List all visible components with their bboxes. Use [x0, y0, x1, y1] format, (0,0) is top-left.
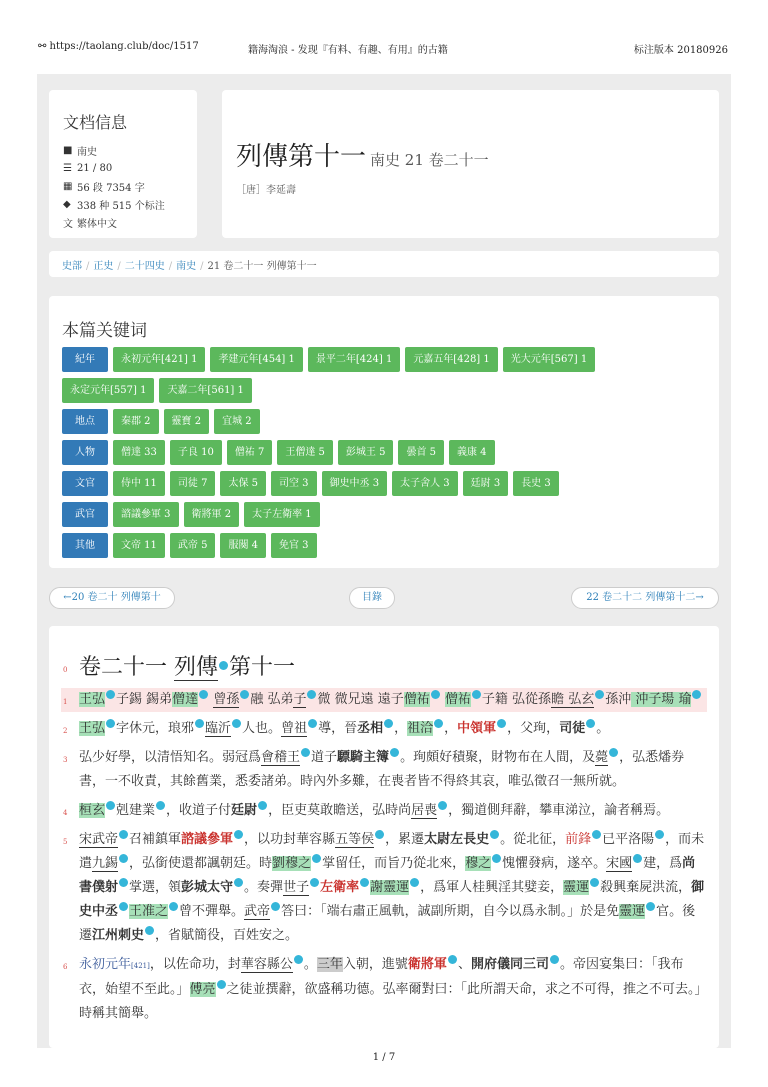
- year-term[interactable]: 三年: [316, 957, 343, 972]
- kin-term[interactable]: 曾孫: [213, 692, 240, 707]
- annotation-marker[interactable]: [384, 719, 393, 728]
- keyword-row: [62, 409, 719, 434]
- office-title[interactable]: 驃騎主簿: [337, 750, 390, 765]
- text-span: ，臣吏莫敢瞻送，弘時尚: [268, 803, 412, 818]
- keyword-tag[interactable]: 武帝 5: [170, 533, 216, 558]
- annotation-marker[interactable]: [360, 878, 369, 887]
- office-title[interactable]: 丞相: [357, 721, 384, 736]
- paragraph: [61, 746, 707, 794]
- person-name[interactable]: 桓玄: [79, 803, 106, 818]
- paragraph: [61, 828, 707, 948]
- breadcrumb-current: 21 卷二十一 列傳第十一: [207, 261, 317, 272]
- person-name[interactable]: 劉穆之: [272, 856, 312, 871]
- para-number: 4: [63, 809, 68, 817]
- keyword-tag[interactable]: 御史中丞 3: [322, 471, 388, 496]
- para-number: 3: [63, 756, 68, 764]
- annotation-marker[interactable]: [240, 690, 249, 699]
- annotation-marker[interactable]: [434, 719, 443, 728]
- para-number: 2: [63, 727, 68, 735]
- keyword-category[interactable]: 武官: [62, 502, 108, 527]
- text-span: ，: [444, 721, 458, 736]
- text-span: ，父珣，: [507, 721, 560, 736]
- annotation-marker[interactable]: [308, 719, 317, 728]
- text-span: ，獨道側拜辭，攀車涕泣，論者稱焉。: [448, 803, 670, 818]
- breadcrumb-link-nanshi[interactable]: 南史: [176, 261, 197, 272]
- keyword-tag[interactable]: 侍中 11: [113, 471, 165, 496]
- info-annotations: 338 种 515 个标注: [77, 200, 165, 212]
- person-name[interactable]: 王准之: [129, 904, 169, 919]
- annotation-marker[interactable]: [375, 830, 384, 839]
- keyword-tag[interactable]: 諮議參軍 3: [113, 502, 179, 527]
- keyword-tag[interactable]: 太子舍人 3: [392, 471, 458, 496]
- doc-info-panel: [49, 90, 197, 238]
- keyword-tag[interactable]: 司徒 7: [170, 471, 216, 496]
- keyword-tag[interactable]: 孝建元年[454] 1: [210, 347, 302, 372]
- text-span: 。帝因宴集曰：「我布衣，始望不至此。」: [79, 957, 684, 997]
- text-span: 人也。: [242, 721, 282, 736]
- para-number: 5: [63, 838, 68, 846]
- office-title[interactable]: 彭城太守: [181, 880, 234, 895]
- info-row-language: [63, 213, 197, 231]
- keyword-tag[interactable]: 義康 4: [449, 440, 495, 465]
- annotation-marker[interactable]: [106, 801, 115, 810]
- list-icon: ☰: [63, 162, 72, 174]
- heading-volume: 卷二十一: [79, 655, 174, 680]
- place-name[interactable]: 臨沂: [205, 721, 232, 736]
- annotation-marker[interactable]: [106, 690, 115, 699]
- text-span: 召補鎮軍: [129, 832, 182, 847]
- office-title[interactable]: 江州刺史: [92, 928, 145, 943]
- annotation-marker[interactable]: [145, 926, 154, 935]
- doc-subtitle: 南史 21 卷二十一: [370, 151, 489, 169]
- text-span: 曾不彈舉。: [179, 904, 245, 919]
- military-title[interactable]: 衛將軍: [407, 957, 447, 972]
- text-span: ，而未遣: [79, 832, 705, 871]
- text-span: ，累遷: [385, 832, 425, 847]
- office-title[interactable]: 廷尉: [231, 803, 258, 818]
- next-chapter-button[interactable]: 22 卷二十二 列傳第十二→: [571, 587, 719, 609]
- annotation-marker[interactable]: [595, 690, 604, 699]
- annotation-marker[interactable]: [655, 830, 664, 839]
- info-row-stats: [63, 177, 197, 195]
- annotation-marker[interactable]: [590, 878, 599, 887]
- grid-icon: ▦: [63, 180, 73, 192]
- breadcrumb-link-zhengshi[interactable]: 正史: [93, 261, 114, 272]
- heading-liezhuan[interactable]: 列傳: [174, 655, 219, 680]
- title-name[interactable]: 會稽王: [261, 750, 301, 765]
- breadcrumb: 史部 / 正史 / 二十四史 / 南史 / 21 卷二十一 列傳第十一: [49, 251, 719, 277]
- keyword-tag[interactable]: 景平二年[424] 1: [308, 347, 400, 372]
- print-header: [0, 0, 768, 56]
- para-number: 6: [63, 963, 68, 971]
- keyword-row: [62, 440, 719, 465]
- keyword-category[interactable]: 人物: [62, 440, 108, 465]
- text-span: 答曰：「端右肅正風軌，誠副所期，自今以爲永制。」於是免: [281, 904, 620, 919]
- info-position: 21 / 80: [77, 162, 113, 174]
- site-title: 籍海淘浪 - 发现『有料、有趣、有用』的古籍: [248, 45, 448, 56]
- paragraph: [61, 953, 707, 1026]
- person-name[interactable]: 王弘: [79, 692, 106, 707]
- text-span: 道子: [311, 750, 338, 765]
- event-term[interactable]: 居喪: [411, 803, 438, 818]
- text-span: 已平洛陽: [602, 832, 655, 847]
- annotation-marker[interactable]: [633, 854, 642, 863]
- event-term[interactable]: 薨: [595, 750, 609, 765]
- annotation-marker[interactable]: [592, 830, 601, 839]
- other-term[interactable]: 九錫: [92, 856, 119, 871]
- annotation-marker[interactable]: [294, 955, 303, 964]
- annotation-marker[interactable]: [271, 902, 280, 911]
- chapter-pager: [49, 587, 719, 609]
- text-span: 殺興棄屍洪流，: [600, 880, 692, 895]
- person-name[interactable]: 僧祐: [403, 692, 430, 707]
- annotation-marker[interactable]: [199, 690, 208, 699]
- era-year: [421]: [131, 962, 150, 970]
- annotation-marker[interactable]: [301, 748, 310, 757]
- info-stats: 56 段 7354 字: [77, 182, 145, 194]
- annotation-marker[interactable]: [646, 902, 655, 911]
- keyword-tag[interactable]: 光大元年[567] 1: [503, 347, 595, 372]
- era-name[interactable]: 永初元年: [79, 957, 132, 972]
- kin-term[interactable]: 子: [293, 692, 307, 707]
- person-name[interactable]: 沖子瑒 瑜: [631, 692, 692, 707]
- keyword-tag[interactable]: 太保 5: [220, 471, 266, 496]
- annotation-marker[interactable]: [119, 878, 128, 887]
- text-span: ，省賦簡役，百姓安之。: [155, 928, 299, 943]
- annotation-marker[interactable]: [195, 719, 204, 728]
- text-span: 孫沖: [605, 692, 632, 707]
- person-name[interactable]: 謝靈運: [370, 880, 410, 895]
- language-icon: 文: [63, 218, 73, 230]
- person-name[interactable]: 靈運: [619, 904, 646, 919]
- office-title[interactable]: 御史中丞: [79, 880, 705, 919]
- annotation-marker[interactable]: [390, 748, 399, 757]
- text-span: 入朝，進號: [342, 957, 408, 972]
- state-name[interactable]: 宋國: [606, 856, 633, 871]
- text-span: 。: [596, 721, 610, 736]
- info-row-book: [63, 141, 197, 159]
- keyword-category[interactable]: 紀年: [62, 347, 108, 372]
- keyword-tag[interactable]: 廷尉 3: [463, 471, 509, 496]
- title-name[interactable]: 世子: [283, 880, 310, 895]
- text-span: ，爲軍人桂興淫其嬖妾，: [420, 880, 564, 895]
- keyword-tag[interactable]: 秦郡 2: [113, 409, 159, 434]
- kin-term[interactable]: 曾祖: [281, 721, 308, 736]
- annotation-marker[interactable]: [497, 719, 506, 728]
- annotation-marker[interactable]: [431, 690, 440, 699]
- keyword-tag[interactable]: 天嘉二年[561] 1: [159, 378, 251, 403]
- keyword-tag[interactable]: 永定元年[557] 1: [62, 378, 154, 403]
- text-span: ，以佐命功，封: [149, 957, 241, 972]
- annotation-marker[interactable]: [609, 748, 618, 757]
- prev-chapter-button[interactable]: ←20 卷二十 列傳第十: [49, 587, 175, 609]
- info-row-position: [63, 159, 197, 177]
- office-title[interactable]: 太尉左長史: [424, 832, 490, 847]
- text-span: ，以功封華容縣: [244, 832, 336, 847]
- text-span: 掌選，領: [129, 880, 182, 895]
- document-sheet: [37, 74, 731, 1048]
- annotation-marker[interactable]: [217, 980, 226, 989]
- heading-number: 第十一: [229, 655, 296, 680]
- book-icon: ■: [63, 144, 73, 156]
- text-span: ，: [394, 721, 408, 736]
- keyword-tag[interactable]: 元嘉五年[428] 1: [405, 347, 497, 372]
- title-panel: [222, 90, 719, 238]
- military-title[interactable]: 前鋒: [565, 832, 592, 847]
- paragraph: [61, 688, 707, 712]
- person-name[interactable]: 穆之: [465, 856, 492, 871]
- annotation-marker[interactable]: [307, 690, 316, 699]
- chapter-text: [49, 626, 719, 1048]
- annotation-marker[interactable]: [692, 690, 701, 699]
- text-span: 之徒並撰辭，欲盛稱功德。弘率爾對曰：「此所謂天命，求之不可得，推之不可去。」時稱其簡舉。: [79, 982, 702, 1021]
- keyword-row: [62, 502, 719, 527]
- keyword-tag[interactable]: 服闋 4: [220, 533, 266, 558]
- keyword-tag[interactable]: 司空 3: [271, 471, 317, 496]
- military-title[interactable]: 諮議參軍: [181, 832, 234, 847]
- breadcrumb-link-shibu[interactable]: 史部: [62, 261, 82, 272]
- annotation-marker[interactable]: [310, 878, 319, 887]
- doc-title: 列傳第十一: [236, 142, 367, 172]
- info-row-annotations: [63, 195, 197, 213]
- doc-author: ［唐］李延壽: [236, 185, 296, 196]
- paragraph: [61, 799, 707, 823]
- annotation-marker[interactable]: [438, 801, 447, 810]
- info-language: 繁体中文: [77, 218, 117, 230]
- keyword-row: [62, 378, 719, 403]
- text-span: ，收道子付: [166, 803, 232, 818]
- title-name[interactable]: 華容縣公: [240, 957, 293, 972]
- annotation-marker[interactable]: [234, 878, 243, 887]
- military-title[interactable]: 左衛率: [320, 880, 360, 895]
- text-span: 導，晉: [318, 721, 358, 736]
- text-span: 子錫 錫弟: [116, 692, 173, 707]
- kin-term[interactable]: 瞻 弘玄: [551, 692, 595, 707]
- keyword-tag[interactable]: 文帝 11: [113, 533, 165, 558]
- text-span: 。珣頗好積聚，財物布在人間，及: [400, 750, 596, 765]
- annotation-marker[interactable]: [219, 661, 228, 670]
- office-title[interactable]: 司徒: [559, 721, 586, 736]
- person-name[interactable]: 傅亮: [189, 982, 216, 997]
- annotation-marker[interactable]: [106, 719, 115, 728]
- keyword-category[interactable]: 文官: [62, 471, 108, 496]
- text-span: 字休元，琅邪: [116, 721, 195, 736]
- text-span: 。從北征，: [500, 832, 566, 847]
- office-title[interactable]: 尚書僕射: [79, 856, 696, 895]
- annotation-marker[interactable]: [119, 830, 128, 839]
- person-name[interactable]: 武帝: [244, 904, 271, 919]
- keywords-title: 本篇关键词: [62, 321, 147, 341]
- doc-info-title: 文档信息: [63, 113, 128, 132]
- keyword-tag[interactable]: 長史 3: [513, 471, 559, 496]
- keyword-category[interactable]: 其他: [62, 533, 108, 558]
- keyword-row: [62, 533, 719, 558]
- text-span: 融 弘弟: [250, 692, 294, 707]
- keyword-row: [62, 471, 719, 496]
- info-book: 南史: [77, 146, 97, 158]
- page-url: ⚯ https://taolang.club/doc/1517: [38, 41, 199, 52]
- annotation-marker[interactable]: [550, 955, 559, 964]
- text-span: 官。後遷: [79, 904, 696, 943]
- keyword-tag[interactable]: 太子左衛率 1: [244, 502, 320, 527]
- chapter-heading: [61, 650, 707, 686]
- keyword-tag[interactable]: 靈寶 2: [164, 409, 210, 434]
- annotation-marker[interactable]: [410, 878, 419, 887]
- text-span: 。: [303, 957, 317, 972]
- keyword-tag[interactable]: 宜城 2: [214, 409, 260, 434]
- person-name[interactable]: 宋武帝: [79, 832, 119, 847]
- annotation-marker[interactable]: [472, 690, 481, 699]
- text-span: 建，爲: [643, 856, 683, 871]
- page-number: 1 / 7: [372, 1052, 396, 1063]
- annotation-marker[interactable]: [258, 801, 267, 810]
- paragraph: [61, 717, 707, 741]
- annotation-marker[interactable]: [586, 719, 595, 728]
- person-name[interactable]: 僧祐: [444, 692, 471, 707]
- keyword-tag[interactable]: 彭城王 5: [338, 440, 394, 465]
- military-title[interactable]: 中領軍: [457, 721, 497, 736]
- annotation-marker[interactable]: [156, 801, 165, 810]
- text-span: 剋建業: [116, 803, 156, 818]
- text-span: 愧懼發病，遂卒。: [502, 856, 607, 871]
- version-label: 标注版本 20180926: [633, 45, 728, 56]
- breadcrumb-link-ershisishi[interactable]: 二十四史: [124, 261, 165, 272]
- keyword-tag[interactable]: 永初元年[421] 1: [113, 347, 205, 372]
- keyword-tag[interactable]: 衛將軍 2: [184, 502, 240, 527]
- annotation-marker[interactable]: [169, 902, 178, 911]
- keyword-row: [62, 347, 719, 372]
- text-span: ，弘銜使還都諷朝廷。時: [129, 856, 273, 871]
- person-name[interactable]: 僧達: [172, 692, 199, 707]
- para-number: 1: [63, 698, 68, 706]
- para-number: 0: [63, 666, 68, 674]
- annotation-marker[interactable]: [448, 955, 457, 964]
- annotation-marker[interactable]: [119, 902, 128, 911]
- keyword-tag[interactable]: 子良 10: [170, 440, 222, 465]
- person-name[interactable]: 靈運: [563, 880, 590, 895]
- annotation-marker[interactable]: [490, 830, 499, 839]
- office-title[interactable]: 開府儀同三司: [470, 957, 549, 972]
- keyword-tag[interactable]: 曇首 5: [398, 440, 444, 465]
- keyword-tag[interactable]: 僧達 33: [113, 440, 165, 465]
- text-span: ，弘悉燔券書，一不收責，其餘舊業，悉委諸弟。時內外多難，在喪者皆不得終其哀，唯弘徵召一無所就。: [79, 750, 685, 789]
- person-name[interactable]: 王弘: [79, 721, 106, 736]
- annotation-marker[interactable]: [234, 830, 243, 839]
- text-span: 子籍 弘從孫: [481, 692, 552, 707]
- title-name[interactable]: 五等侯: [335, 832, 375, 847]
- toc-button[interactable]: 目錄: [349, 587, 395, 609]
- text-span: 。奏彈: [244, 880, 284, 895]
- annotation-marker[interactable]: [119, 854, 128, 863]
- keyword-tag[interactable]: 免官 3: [271, 533, 317, 558]
- keyword-category[interactable]: 地点: [62, 409, 108, 434]
- text-span: 掌留任，而旨乃從北來，: [322, 856, 466, 871]
- text-span: 微 微兄遠 遠子: [317, 692, 404, 707]
- keyword-tag[interactable]: 僧祐 7: [227, 440, 273, 465]
- keywords-panel: [49, 296, 719, 568]
- annotation-marker[interactable]: [312, 854, 321, 863]
- annotation-marker[interactable]: [492, 854, 501, 863]
- person-name[interactable]: 祖洽: [407, 721, 434, 736]
- annotation-marker[interactable]: [232, 719, 241, 728]
- text-span: 弘少好學，以清悟知名。弱冠爲: [79, 750, 262, 765]
- tag-icon: ◆: [63, 198, 71, 210]
- text-span: 、: [457, 957, 471, 972]
- keyword-tag[interactable]: 王僧達 5: [277, 440, 333, 465]
